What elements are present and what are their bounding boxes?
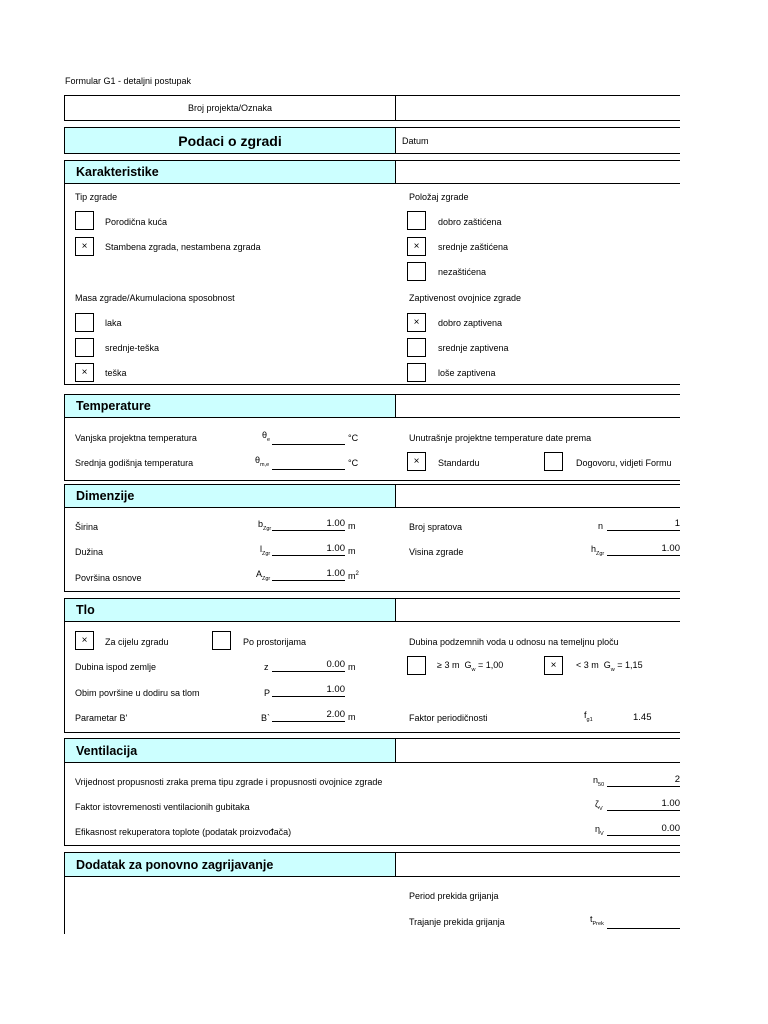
width-input[interactable]: 1.00	[272, 518, 345, 531]
ventilation-title: Ventilacija	[76, 743, 138, 758]
heating-interruption-period-label: Period prekida grijanja	[409, 891, 499, 901]
area-symbol: $A_{Zgr}$	[256, 569, 271, 582]
reheat-header	[64, 852, 396, 877]
width-label: Širina	[75, 522, 99, 532]
type-family-house-checkbox[interactable]	[75, 211, 94, 230]
simultaneity-symbol: $\zeta_V$	[595, 799, 603, 812]
position-unprotected-checkbox[interactable]	[407, 262, 426, 281]
groundwater-shallow-checkbox[interactable]: ×	[544, 656, 563, 675]
sealing-medium-checkbox[interactable]	[407, 338, 426, 357]
height-input[interactable]: 1.00	[607, 543, 680, 556]
mass-heavy-label: teška	[105, 368, 127, 378]
length-input[interactable]: 1.00	[272, 543, 345, 556]
width-unit: m	[348, 521, 356, 531]
mass-light-label: laka	[105, 318, 122, 328]
mass-medium-checkbox[interactable]	[75, 338, 94, 357]
param-b-label: Parametar B'	[75, 713, 128, 723]
recuperator-symbol: $\eta_V$	[595, 824, 604, 837]
param-b-symbol: B`	[261, 713, 270, 723]
dimensions-title: Dimenzije	[76, 489, 135, 503]
sealing-label: Zaptivenost ovojnice zgrade	[409, 293, 522, 303]
project-label: Broj projekta/Oznaka	[187, 103, 273, 113]
annual-temp-symbol: $\theta_{m,e}$	[255, 455, 270, 468]
position-unprotected-label: nezaštićena	[438, 267, 487, 277]
building-title: Podaci o zgradi	[178, 132, 282, 149]
groundwater-deep-label: ≥ 3 m $G_w = 1,00$	[437, 660, 504, 673]
characteristics-right-cell	[395, 160, 680, 184]
length-symbol: $l_{Zgr}$	[260, 544, 271, 557]
type-residential-label: Stambena zgrada, nestambena zgrada	[105, 242, 261, 252]
building-header	[64, 127, 396, 154]
mass-medium-label: srednje-teška	[105, 343, 160, 353]
annual-temp-label: Srednja godišnja temperatura	[75, 458, 194, 468]
perimeter-input[interactable]: 1.00	[272, 684, 345, 697]
characteristics-title: Karakteristike	[76, 165, 159, 179]
mass-label: Masa zgrade/Akumulaciona sposobnost	[75, 293, 235, 303]
reheat-title: Dodatak za ponovno zagrijavanje	[76, 857, 274, 872]
outdoor-temp-input[interactable]	[272, 432, 345, 445]
area-label: Površina osnove	[75, 573, 142, 583]
project-label-cell	[64, 95, 396, 121]
form-title: Formular G1 - detaljni postupak	[65, 76, 192, 86]
sealing-medium-label: srednje zaptivena	[438, 343, 509, 353]
agreement-checkbox[interactable]	[544, 452, 563, 471]
recuperator-input[interactable]: 0.00	[607, 823, 680, 836]
sealing-good-label: dobro zaptivena	[438, 318, 503, 328]
project-input[interactable]	[395, 95, 680, 121]
agreement-label: Dogovoru, vidjeti Formu	[576, 458, 672, 468]
type-residential-checkbox[interactable]: ×	[75, 237, 94, 256]
length-unit: m	[348, 546, 356, 556]
position-well-protected-label: dobro zaštićena	[438, 217, 502, 227]
mass-heavy-checkbox[interactable]: ×	[75, 363, 94, 382]
annual-temp-input[interactable]	[272, 457, 345, 470]
whole-building-checkbox[interactable]: ×	[75, 631, 94, 650]
simultaneity-label: Faktor istovremenosti ventilacionih gubitaka	[75, 802, 250, 812]
standard-label: Standardu	[438, 458, 480, 468]
dimensions-body	[64, 507, 680, 592]
ventilation-right-cell	[395, 738, 680, 763]
depth-input[interactable]: 0.00	[272, 659, 345, 672]
groundwater-shallow-label: < 3 m $G_w = 1,15$	[576, 660, 643, 673]
position-medium-protected-label: srednje zaštićena	[438, 242, 509, 252]
groundwater-label: Dubina podzemnih voda u odnosu na temeljnu ploču	[409, 637, 619, 647]
depth-label: Dubina ispod zemlje	[75, 662, 157, 672]
param-b-unit: m	[348, 712, 356, 722]
outdoor-temp-label: Vanjska projektna temperatura	[75, 433, 197, 443]
area-unit: $m^2$	[348, 571, 359, 581]
ventilation-header	[64, 738, 396, 763]
mass-light-checkbox[interactable]	[75, 313, 94, 332]
ground-right-cell	[395, 598, 680, 622]
outdoor-temp-unit: °C	[348, 433, 359, 443]
per-room-checkbox[interactable]	[212, 631, 231, 650]
heating-interruption-symbol: $t_{Prek}$	[590, 914, 604, 927]
heating-interruption-duration-label: Trajanje prekida grijanja	[409, 917, 505, 927]
area-input[interactable]: 1.00	[272, 568, 345, 581]
simultaneity-input[interactable]: 1.00	[607, 798, 680, 811]
depth-unit: m	[348, 662, 356, 672]
characteristics-body	[64, 183, 680, 385]
temperatures-right-cell	[395, 394, 680, 418]
dimensions-right-cell	[395, 484, 680, 508]
heating-interruption-input[interactable]	[607, 916, 680, 929]
sealing-poor-checkbox[interactable]	[407, 363, 426, 382]
param-b-input[interactable]: 2.00	[272, 709, 345, 722]
sealing-good-checkbox[interactable]: ×	[407, 313, 426, 332]
ground-header	[64, 598, 396, 622]
perimeter-label: Obim površine u dodiru sa tlom	[75, 688, 200, 698]
reheat-right-cell	[395, 852, 680, 877]
position-medium-protected-checkbox[interactable]: ×	[407, 237, 426, 256]
recuperator-label: Efikasnost rekuperatora toplote (podatak proizvođača)	[75, 827, 292, 837]
per-room-label: Po prostorijama	[243, 637, 307, 647]
floors-input[interactable]: 1	[607, 518, 680, 531]
height-label: Visina zgrade	[409, 547, 464, 557]
periodicity-label: Faktor periodičnosti	[409, 713, 488, 723]
position-well-protected-checkbox[interactable]	[407, 211, 426, 230]
air-permeability-label: Vrijednost propusnosti zraka prema tipu zgrade i propusnosti ovojnice zgrade	[75, 777, 383, 787]
date-label: Datum	[402, 136, 429, 146]
indoor-temp-label: Unutrašnje projektne temperature date prema	[409, 433, 592, 443]
type-family-house-label: Porodična kuća	[105, 217, 168, 227]
whole-building-label: Za cijelu zgradu	[105, 637, 169, 647]
height-symbol: $h_{Zgr}$	[591, 544, 605, 557]
air-permeability-symbol: $n_{50}$	[593, 775, 605, 788]
building-type-label: Tip zgrade	[75, 192, 118, 202]
width-symbol: $b_{Zgr}$	[258, 519, 272, 532]
ground-title: Tlo	[76, 603, 95, 617]
temperatures-title: Temperature	[76, 399, 151, 413]
temperatures-body	[64, 417, 680, 481]
characteristics-header	[64, 160, 396, 184]
annual-temp-unit: °C	[348, 458, 359, 468]
floors-symbol: n	[598, 521, 604, 531]
outdoor-temp-symbol: $\theta_e$	[262, 430, 271, 443]
standard-checkbox[interactable]: ×	[407, 452, 426, 471]
sealing-poor-label: loše zaptivena	[438, 368, 496, 378]
position-label: Položaj zgrade	[409, 192, 469, 202]
perimeter-symbol: P	[264, 688, 271, 698]
air-permeability-input[interactable]: 2	[607, 774, 680, 787]
dimensions-header	[64, 484, 396, 508]
depth-symbol: z	[264, 662, 269, 672]
periodicity-symbol: $f_{g1}$	[584, 710, 593, 723]
temperatures-header	[64, 394, 396, 418]
reheat-left-border	[64, 876, 65, 934]
date-cell[interactable]	[395, 127, 680, 154]
periodicity-value: 1.45	[633, 712, 652, 723]
length-label: Dužina	[75, 547, 104, 557]
groundwater-deep-checkbox[interactable]	[407, 656, 426, 675]
floors-label: Broj spratova	[409, 522, 463, 532]
